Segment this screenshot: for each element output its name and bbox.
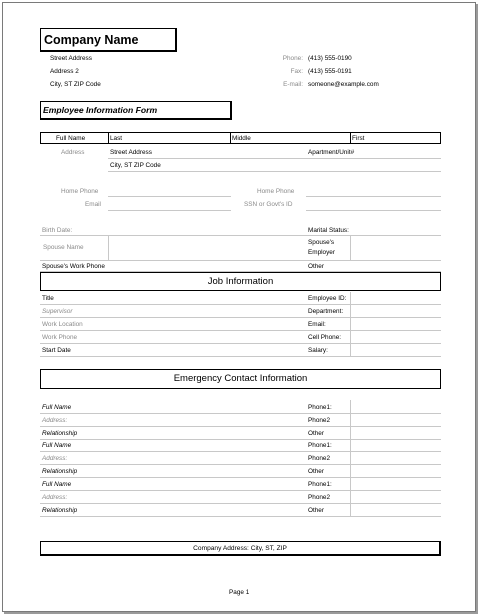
emergency-heading-box	[40, 369, 441, 389]
employee-id-label: Employee ID:	[308, 295, 347, 302]
last-name-field[interactable]: Last	[110, 135, 123, 142]
middle-name-field[interactable]: Middle	[232, 135, 251, 142]
company-address-footer: Company Address: City, ST, ZIP	[193, 545, 287, 552]
start-date-label: Start Date	[42, 347, 71, 354]
company-name-box	[40, 28, 177, 52]
home-phone-label-2: Home Phone	[257, 188, 295, 195]
contact-1-address: Address:	[42, 417, 68, 424]
work-phone-label: Work Phone	[42, 334, 78, 341]
contact-3-other: Other	[308, 507, 324, 514]
contact-1-phone2: Phone2	[308, 417, 331, 424]
spouse-work-phone-label: Spouse's Work Phone	[42, 263, 105, 270]
contact-1-full-name: Full Name	[42, 404, 72, 411]
first-name-field[interactable]: First	[352, 135, 365, 142]
apartment-unit-field[interactable]: Apartment/Unit#	[308, 149, 355, 156]
address-label: Address	[61, 149, 85, 156]
contact-3-address: Address:	[42, 494, 68, 501]
work-location-label: Work Location	[42, 321, 83, 328]
company-city: City, ST ZIP Code	[50, 81, 101, 88]
contact-3-relationship: Relationship	[42, 507, 78, 514]
full-name-label: Full Name	[56, 135, 86, 142]
salary-label: Salary:	[308, 347, 328, 354]
fax-label: Fax:	[290, 68, 303, 75]
contact-1-other: Other	[308, 430, 324, 437]
contact-2-full-name: Full Name	[42, 442, 72, 449]
phone-value: (413) 555-0190	[308, 55, 352, 62]
document-page	[2, 2, 476, 612]
company-address-2: Address 2	[50, 68, 79, 75]
job-info-heading: Job Information	[207, 276, 274, 287]
job-info-heading-box	[40, 272, 441, 291]
form-title: Employee Information Form	[43, 105, 158, 115]
department-label: Department:	[308, 308, 344, 315]
email-label: E-mail:	[283, 81, 303, 88]
contact-2-address: Address:	[42, 455, 68, 462]
contact-2-relationship: Relationship	[42, 468, 78, 475]
contact-2-phone2: Phone2	[308, 455, 331, 462]
contact-3-phone1: Phone1:	[308, 481, 332, 488]
contact-1-relationship: Relationship	[42, 430, 78, 437]
birth-date-label: Birth Date:	[42, 227, 73, 234]
page-number: Page 1	[229, 589, 250, 596]
marital-status-label: Marital Status:	[308, 227, 349, 234]
email-field-label: Email	[85, 201, 101, 208]
supervisor-label: Supervisor	[42, 308, 73, 315]
emergency-heading: Emergency Contact Information	[173, 373, 308, 384]
contact-2-other: Other	[308, 468, 324, 475]
contact-2-phone1: Phone1:	[308, 442, 332, 449]
form-title-box	[40, 101, 232, 120]
other-label: Other	[308, 263, 324, 270]
contact-3-full-name: Full Name	[42, 481, 72, 488]
title-label: Title	[42, 295, 54, 302]
job-email-label: Email:	[308, 321, 326, 328]
contact-1-phone1: Phone1:	[308, 404, 332, 411]
contact-3-phone2: Phone2	[308, 494, 331, 501]
street-address-field[interactable]: Street Address	[110, 149, 152, 156]
company-name: Company Name	[44, 33, 139, 47]
company-street-address: Street Address	[50, 55, 92, 62]
city-state-zip-field[interactable]: City, ST ZIP Code	[110, 162, 161, 169]
spouse-employer-label: Spouse's Employer	[308, 239, 335, 256]
home-phone-label: Home Phone	[61, 188, 99, 195]
email-value: someone@example.com	[308, 81, 379, 88]
fax-value: (413) 555-0191	[308, 68, 352, 75]
spouse-name-label: Spouse Name	[43, 244, 84, 251]
phone-label: Phone:	[282, 55, 303, 62]
ssn-label: SSN or Govt's ID	[244, 201, 293, 208]
cell-phone-label: Cell Phone:	[308, 334, 342, 341]
company-address-footer-box	[40, 541, 441, 556]
